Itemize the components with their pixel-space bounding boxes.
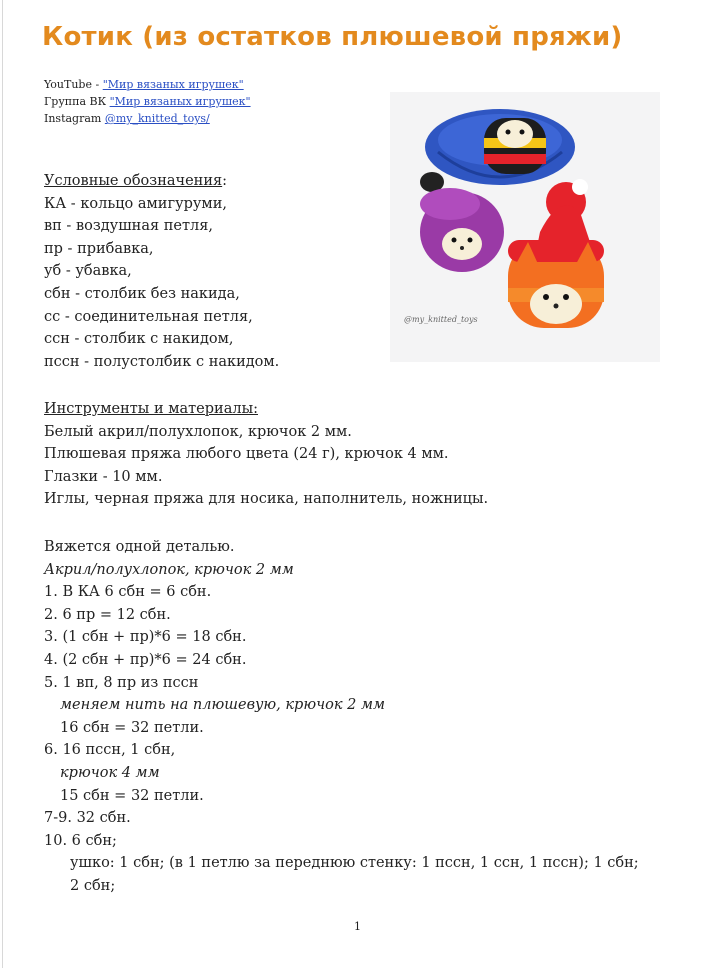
legend-item: пр - прибавка, <box>44 240 154 257</box>
instruction-rows <box>44 581 639 897</box>
youtube-row <box>44 76 251 93</box>
vk-row <box>44 93 251 110</box>
instruction-row: 16 сбн = 32 петли. <box>60 719 204 736</box>
legend-item: сс - соединительная петля, <box>44 308 253 325</box>
materials-item: Иглы, черная пряжа для носика, наполнитель, ножницы. <box>44 491 489 508</box>
materials-item: Глазки - 10 мм. <box>44 468 163 485</box>
instagram-link[interactable]: @my_knitted_toys/ <box>104 112 210 125</box>
youtube-label: YouTube - <box>44 78 103 91</box>
legend-heading: Условные обозначения <box>44 173 223 189</box>
social-links <box>44 76 251 127</box>
materials-section <box>44 398 488 511</box>
instruction-row: 10. 6 сбн; <box>44 832 117 849</box>
toys-photo <box>390 92 660 362</box>
instagram-label: Instagram <box>44 112 105 125</box>
instruction-row: 2 сбн; <box>70 877 116 894</box>
instruction-row: 1. В КА 6 сбн = 6 сбн. <box>44 584 212 601</box>
instruction-row: 3. (1 сбн + пр)*6 = 18 сбн. <box>44 629 247 646</box>
legend-item: уб - убавка, <box>44 263 132 280</box>
youtube-link[interactable]: "Мир вязаных игрушек" <box>102 78 244 91</box>
legend-section <box>44 170 279 373</box>
instagram-row <box>44 110 251 127</box>
legend-item: пссн - полустолбик с накидом. <box>44 353 280 370</box>
instructions-section <box>44 536 639 898</box>
instruction-row: крючок 4 мм <box>60 764 160 781</box>
instruction-row: 6. 16 пссн, 1 сбн, <box>44 742 176 759</box>
instruction-row: 2. 6 пр = 12 сбн. <box>44 606 171 623</box>
materials-heading: Инструменты и материалы: <box>44 401 258 417</box>
legend-heading-colon: : <box>222 173 228 189</box>
legend-item: ссн - столбик с накидом, <box>44 331 234 348</box>
striped-cat-toy <box>484 118 546 174</box>
instruction-row: ушко: 1 сбн; (в 1 петлю за переднюю стенку: 1 пссн, 1 ссн, 1 пссн); 1 сбн; <box>70 855 639 872</box>
instruction-row: 5. 1 вп, 8 пр из пссн <box>44 674 199 691</box>
instructions-intro: Вяжется одной деталью. <box>44 539 235 555</box>
legend-item: КА - кольцо амигуруми, <box>44 195 227 212</box>
legend-item: сбн - столбик без накида, <box>44 285 240 302</box>
materials-item: Белый акрил/полухлопок, крючок 2 мм. <box>44 423 352 440</box>
legend-item: вп - воздушная петля, <box>44 218 213 235</box>
photo-watermark: @my_knitted_toys <box>404 315 478 324</box>
page-number: 1 <box>354 920 361 933</box>
vk-link[interactable]: "Мир вязаных игрушек" <box>109 95 251 108</box>
instructions-subheading: Акрил/полухлопок, крючок 2 мм <box>44 561 294 578</box>
toys-illustration <box>390 92 660 362</box>
page-title: Котик (из остатков плюшевой пряжи) <box>42 22 623 52</box>
instruction-row: меняем нить на плюшевую, крючок 2 мм <box>60 697 386 714</box>
vk-label: Группа ВК <box>44 95 110 108</box>
legend-heading-line <box>44 170 279 193</box>
instruction-row: 7-9. 32 сбн. <box>44 810 131 827</box>
page-edge <box>2 0 3 968</box>
materials-item: Плюшевая пряжа любого цвета (24 г), крючок 4 мм. <box>44 446 449 463</box>
instruction-row: 15 сбн = 32 петли. <box>60 787 204 804</box>
instruction-row: 4. (2 сбн + пр)*6 = 24 сбн. <box>44 651 247 668</box>
